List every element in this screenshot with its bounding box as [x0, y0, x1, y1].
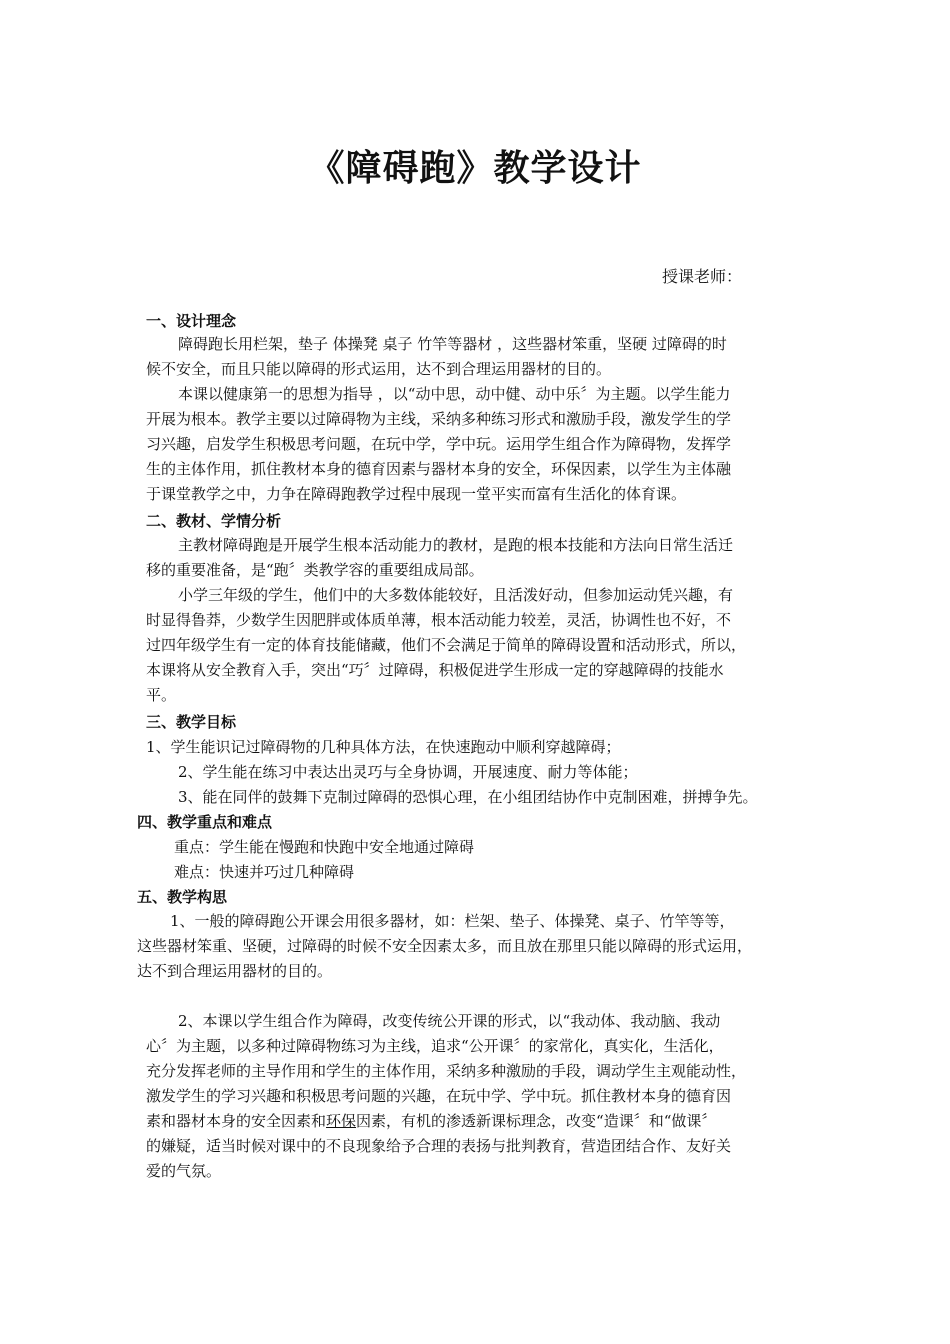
paragraph-line: 心〞为主题，以多种过障碍物练习为主线，追求“公开课〞的家常化，真实化，生活化， [146, 1037, 724, 1055]
paragraph-line [146, 1111, 716, 1131]
section-heading-key-points: 四、教学重点和难点 [137, 813, 273, 831]
paragraph-line: 移的重要准备，是“跑〞类教学容的重要组成局部。 [146, 561, 484, 579]
paragraph-line: 1、一般的障碍跑公开课会用很多器材，如：栏架、垫子、体操凳、桌子、竹竿等等， [170, 912, 735, 930]
paragraph-line: 开展为根本。教学主要以过障碍物为主线，采纳多种练习形式和激励手段，激发学生的学 [146, 410, 732, 428]
paragraph-line: 小学三年级的学生，他们中的大多数体能较好，且活泼好动，但参加运动凭兴趣，有 [178, 586, 734, 604]
paragraph-line: 本课以健康第一的思想为指导 ，以“动中思，动中健、动中乐〞为主题。以学生能力 [178, 385, 731, 403]
section-heading-teaching-concept: 五、教学构思 [137, 888, 228, 906]
paragraph-line: 这些器材笨重、坚硬，过障碍的时候不安全因素太多，而且放在那里只能以障碍的形式运用， [137, 937, 753, 955]
text-span: 因素，有机的渗透新课标理念，改变“造课〞和“做课〞 [356, 1112, 717, 1130]
paragraph-line: 生的主体作用，抓住教材本身的德育因素与器材本身的安全，环保因素，以学生为主体融 [146, 460, 732, 478]
paragraph-line: 本课将从安全教育入手，突出“巧〞过障碍，积极促进学生形成一定的穿越障碍的技能水 [146, 661, 724, 679]
paragraph-line: 主教材障碍跑是开展学生根本活动能力的教材，是跑的根本技能和方法向日常生活迁 [178, 536, 734, 554]
paragraph-line: 充分发挥老师的主导作用和学生的主体作用，采纳多种激励的手段，调动学生主观能动性， [146, 1062, 747, 1080]
paragraph-line: 习兴趣，启发学生积极思考问题，在玩中学，学中玩。运用学生组合作为障碍物，发挥学 [146, 435, 732, 453]
paragraph-line: 时显得鲁莽，少数学生因肥胖或体质单薄，根本活动能力较差，灵活，协调性也不好，不 [146, 611, 732, 629]
underlined-text: 环保 [326, 1112, 357, 1130]
section-heading-material-analysis: 二、教材、学情分析 [146, 512, 282, 530]
section-heading-teaching-goals: 三、教学目标 [146, 713, 237, 731]
goal-item: 2、学生能在练习中表达出灵巧与全身协调，开展速度、耐力等体能； [178, 763, 638, 781]
paragraph-line: 达不到合理运用器材的目的。 [137, 962, 333, 980]
paragraph-line: 过四年级学生有一定的体育技能储藏，他们不会满足于简单的障碍设置和活动形式，所以， [146, 636, 747, 654]
difficult-point: 难点：快速并巧过几种障碍 [174, 863, 355, 881]
paragraph-line: 爱的气氛。 [146, 1162, 222, 1180]
goal-item: 3、能在同伴的鼓舞下克制过障碍的恐惧心理，在小组团结协作中克制困难，拼搏争先。 [178, 788, 758, 806]
key-point: 重点：学生能在慢跑和快跑中安全地通过障碍 [174, 838, 475, 856]
paragraph-line: 候不安全，而且只能以障碍的形式运用，达不到合理运用器材的目的。 [146, 360, 612, 378]
paragraph-line: 的嫌疑，适当时候对课中的不良现象给予合理的表扬与批判教育，营造团结合作、友好关 [146, 1137, 732, 1155]
paragraph-line: 平。 [146, 686, 177, 704]
goal-item: 1、学生能识记过障碍物的几种具体方法，在快速跑动中顺利穿越障碍； [146, 738, 621, 756]
paragraph-line: 激发学生的学习兴趣和积极思考问题的兴趣，在玩中学、学中玩。抓住教材本身的德育因 [146, 1087, 732, 1105]
paragraph-line: 障碍跑长用栏架，垫子 体操凳 桌子 竹竿等器材 ，这些器材笨重，坚硬 过障碍的时 [178, 335, 727, 353]
paragraph-line: 2、本课以学生组合作为障碍，改变传统公开课的形式，以“我动体、我动脑、我动 [178, 1012, 721, 1030]
section-heading-design-concept: 一、设计理念 [146, 312, 237, 330]
paragraph-line: 于课堂教学之中，力争在障碍跑教学过程中展现一堂平实而富有生活化的体育课。 [146, 485, 687, 503]
document-title: 《障碍跑》教学设计 [308, 148, 642, 189]
teacher-label: 授课老师： [662, 267, 743, 286]
text-span: 素和器材本身的安全因素和 [146, 1112, 327, 1130]
